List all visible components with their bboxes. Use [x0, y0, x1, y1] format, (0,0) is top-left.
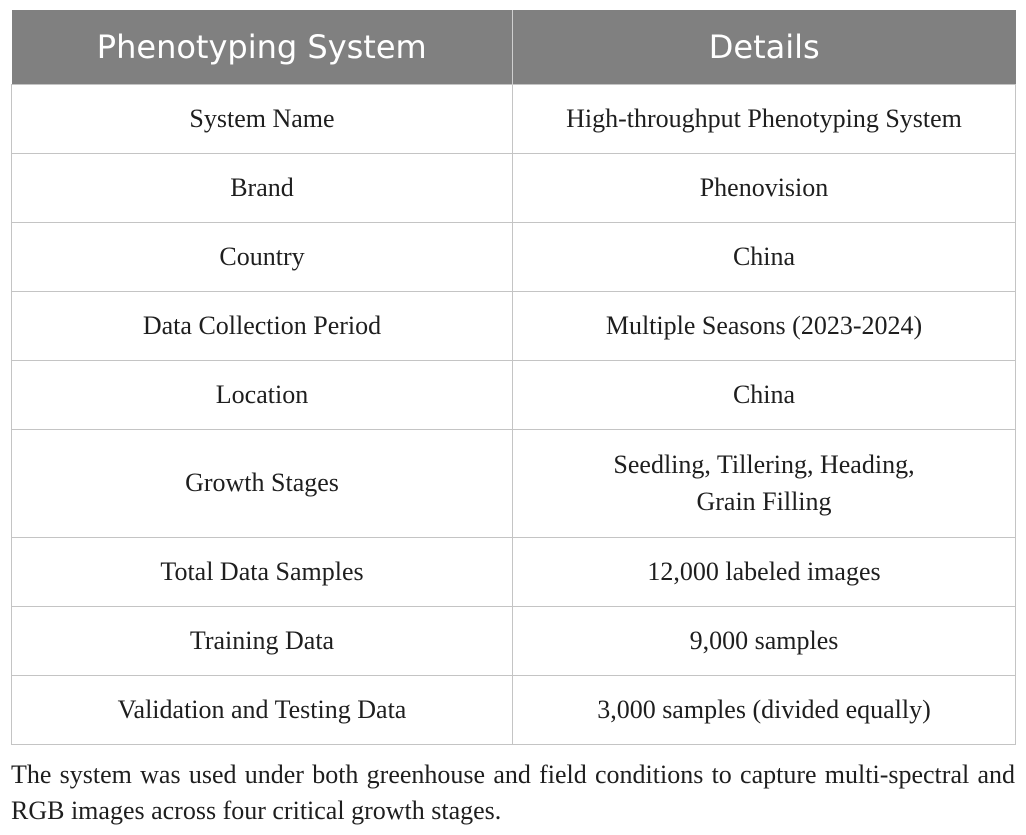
table-header-row — [12, 10, 1016, 85]
table-row — [12, 154, 1016, 223]
table-row — [12, 538, 1016, 607]
row-value: High-throughput Phenotyping System — [513, 85, 1016, 154]
row-label: Data Collection Period — [12, 292, 513, 361]
row-value: Phenovision — [513, 154, 1016, 223]
row-label: Country — [12, 223, 513, 292]
row-label: System Name — [12, 85, 513, 154]
row-value-line-1: Seedling, Tillering, Heading, — [613, 449, 915, 479]
row-label: Growth Stages — [12, 430, 513, 538]
row-value: China — [513, 223, 1016, 292]
row-label: Training Data — [12, 607, 513, 676]
row-value — [513, 430, 1016, 538]
table-row — [12, 85, 1016, 154]
row-value: 9,000 samples — [513, 607, 1016, 676]
row-value: China — [513, 361, 1016, 430]
row-value: Multiple Seasons (2023-2024) — [513, 292, 1016, 361]
table-row — [12, 607, 1016, 676]
table-row — [12, 430, 1016, 538]
phenotyping-table-container — [11, 10, 1015, 745]
row-value: 3,000 samples (divided equally) — [513, 676, 1016, 745]
row-label: Total Data Samples — [12, 538, 513, 607]
phenotyping-system-table — [11, 10, 1016, 745]
table-row — [12, 223, 1016, 292]
row-value: 12,000 labeled images — [513, 538, 1016, 607]
table-row — [12, 361, 1016, 430]
table-footnote: The system was used under both greenhouse and field conditions to capture multi-spectral and RGB images across four critical growth stages. — [11, 760, 1015, 825]
header-phenotyping-system: Phenotyping System — [12, 10, 513, 85]
row-label: Brand — [12, 154, 513, 223]
row-value-line-2: Grain Filling — [696, 486, 832, 516]
table-row — [12, 676, 1016, 745]
row-label: Location — [12, 361, 513, 430]
header-details: Details — [513, 10, 1016, 85]
table-row — [12, 292, 1016, 361]
row-label: Validation and Testing Data — [12, 676, 513, 745]
